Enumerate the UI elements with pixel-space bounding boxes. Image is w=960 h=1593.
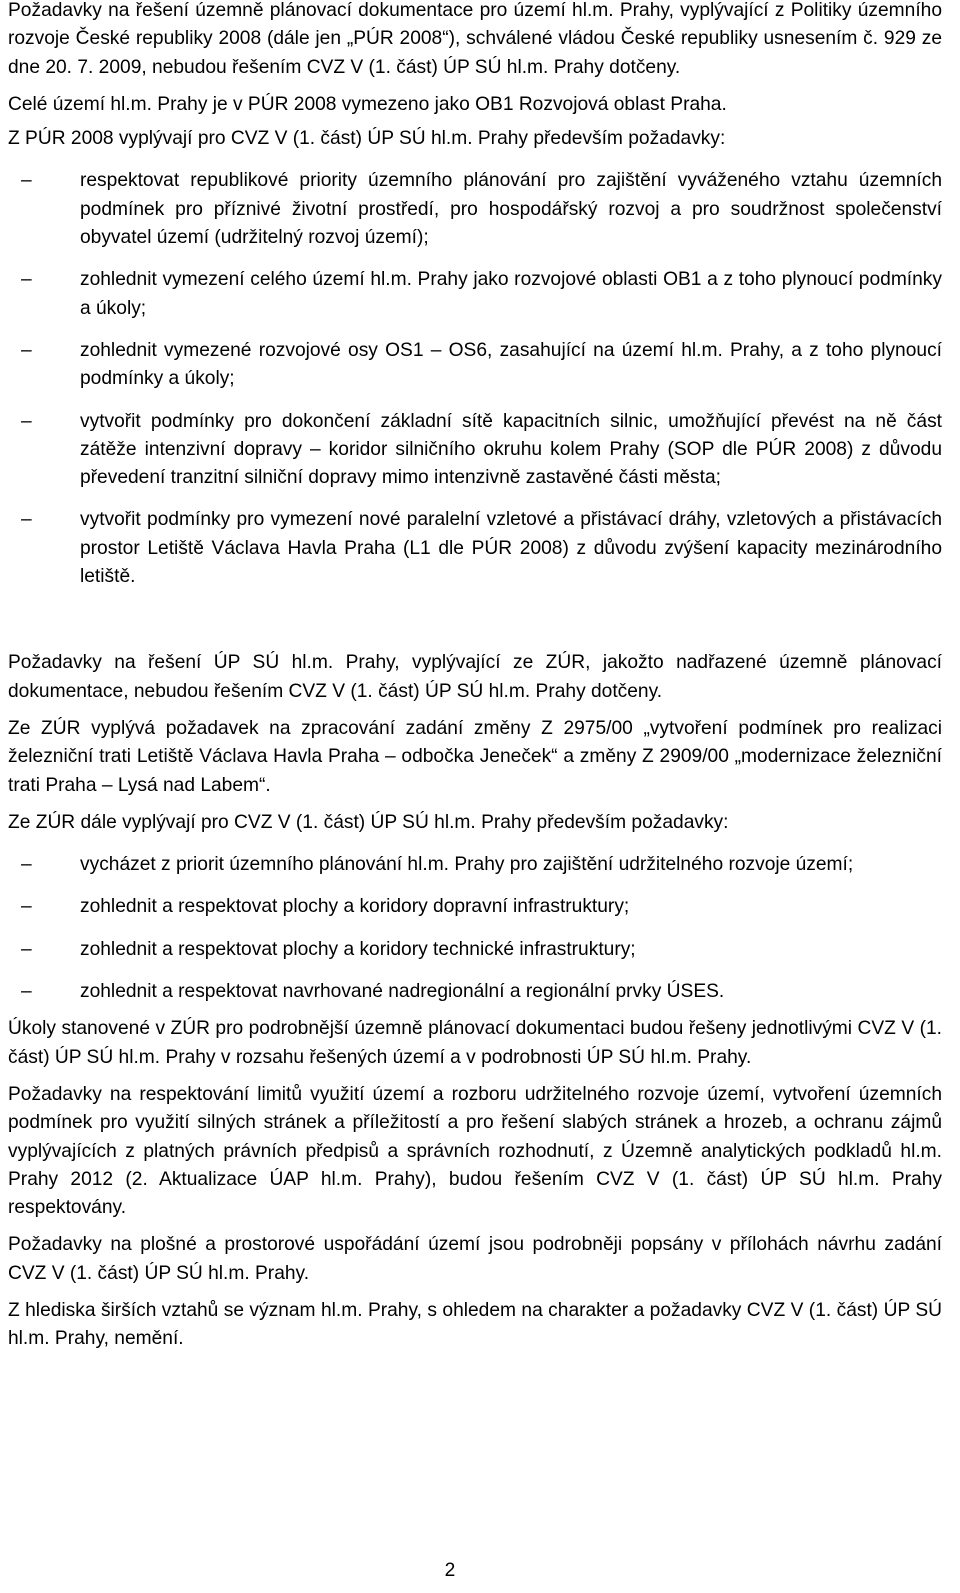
list-item-text: zohlednit a respektovat plochy a koridory dopravní infrastruktury; (80, 896, 630, 918)
dash-bullet: – (21, 896, 32, 918)
list-item (8, 936, 942, 964)
dash-bullet: – (21, 509, 32, 531)
paragraph-zur-intro: Požadavky na řešení ÚP SÚ hl.m. Prahy, vyplývající ze ZÚR, jakožto nadřazené územně plánovací dokumentace, nebudou řešením CVZ V (1. část) ÚP SÚ hl.m. Prahy dotčeny. (8, 652, 942, 702)
paragraph-wider-relations: Z hlediska širších vztahů se význam hl.m. Prahy, s ohledem na charakter a požadavky CVZ V (1. část) ÚP SÚ hl.m. Prahy, nemění. (8, 1299, 942, 1350)
list-item-text: respektovat republikové priority územního plánování pro zajištění vyváženého vztahu územních podmínek pro příznivé životní prostředí, pro hospodářský rozvoj a pro soudržnost společenství obyvatel území (udržitelný rozvoj území); (80, 170, 942, 249)
paragraph-pur-requirements: Z PÚR 2008 vyplývají pro CVZ V (1. část) ÚP SÚ hl.m. Prahy především požadavky: (8, 128, 726, 150)
list-item-text: zohlednit vymezené rozvojové osy OS1 – OS6, zasahující na území hl.m. Prahy, a z toho plynoucí podmínky a úkoly; (80, 339, 942, 390)
list-item (8, 408, 942, 493)
dash-bullet: – (21, 981, 32, 1003)
paragraph-limits: Požadavky na respektování limitů využití území a rozboru udržitelného rozvoje území, vytvoření územních podmínek pro využití silných stránek a příležitostí a pro řešení slabých stránek a hrozeb, a ochranu zájmů vyplývajících z platných právních předpisů a správních rozhodnutí, z Územně analytických podkladů hl.m. Prahy 2012 (2. Aktualizace ÚAP hl.m. Prahy), budou řešením CVZ V (1. část) ÚP SÚ hl.m. Prahy respektovány. (8, 1083, 942, 1219)
list-item (8, 893, 942, 921)
dash-bullet: – (21, 269, 32, 291)
list-item-text: vytvořit podmínky pro dokončení základní sítě kapacitních silnic, umožňující převést na ně část zátěže intenzivní dopravy – koridor silničního okruhu kolem Prahy (SOP dle PÚR 2008) z důvodu převedení tranzitní silniční dopravy mimo intenzivně zastavěné části města; (80, 410, 942, 489)
dash-bullet: – (21, 854, 32, 876)
list-item-text: vytvořit podmínky pro vymezení nové paralelní vzletové a přistávací dráhy, vzletových a přistávacích prostor Letiště Václava Havla Praha (L1 dle PÚR 2008) z důvodu zvýšení kapacity mezinárodního letiště. (80, 509, 942, 588)
list-item-text: vycházet z priorit územního plánování hl.m. Prahy pro zajištění udržitelného rozvoje území; (80, 854, 854, 876)
list-item-text: zohlednit a respektovat plochy a koridory technické infrastruktury; (80, 938, 636, 960)
list-item (8, 506, 942, 591)
list-item (8, 266, 942, 323)
dash-bullet: – (21, 339, 32, 361)
paragraph-spatial: Požadavky na plošné a prostorové uspořádání území jsou podrobněji popsány v přílohách návrhu zadání CVZ V (1. část) ÚP SÚ hl.m. Prahy. (8, 1234, 942, 1284)
paragraph-ob1: Celé území hl.m. Prahy je v PÚR 2008 vymezeno jako OB1 Rozvojová oblast Praha. (8, 93, 727, 115)
list-item (8, 851, 942, 879)
list-item-text: zohlednit vymezení celého území hl.m. Prahy jako rozvojové oblasti OB1 a z toho plynoucí podmínky a úkoly; (80, 269, 942, 319)
list-item (8, 167, 942, 252)
pur-requirements-list (8, 167, 942, 591)
list-item (8, 978, 942, 1006)
page-number (0, 1557, 960, 1585)
paragraph-zur-requirements: Ze ZÚR dále vyplývají pro CVZ V (1. část) ÚP SÚ hl.m. Prahy především požadavky: (8, 811, 729, 833)
paragraph-zur-tasks: Úkoly stanovené v ZÚR pro podrobnější územně plánovací dokumentaci budou řešeny jednotlivými CVZ V (1. část) ÚP SÚ hl.m. Prahy v rozsahu řešených území a v podrobnosti ÚP SÚ hl.m. Prahy. (8, 1018, 942, 1068)
dash-bullet: – (21, 410, 32, 432)
paragraph-pur-intro: Požadavky na řešení územně plánovací dokumentace pro území hl.m. Prahy, vyplývající z Politiky územního rozvoje České republiky 2008 (dále jen „PÚR 2008“), schválené vládou České republiky usnesením č. 929 ze dne 20. 7. 2009, nebudou řešením CVZ V (1. část) ÚP SÚ hl.m. Prahy dotčeny. (8, 0, 942, 78)
dash-bullet: – (21, 938, 32, 960)
paragraph-zur-changes: Ze ZÚR vyplývá požadavek na zpracování zadání změny Z 2975/00 „vytvoření podmínek pro realizaci železniční trati Letiště Václava Havla Praha – odbočka Jeneček“ a změny Z 2909/00 „modernizace železniční trati Praha – Lysá nad Labem“. (8, 717, 942, 796)
list-item-text: zohlednit a respektovat navrhované nadregionální a regionální prvky ÚSES. (80, 981, 725, 1003)
page-number-text: 2 (444, 1560, 456, 1581)
zur-requirements-list (8, 851, 942, 1006)
list-item (8, 337, 942, 394)
document-body (8, 0, 942, 1354)
dash-bullet: – (21, 170, 32, 192)
